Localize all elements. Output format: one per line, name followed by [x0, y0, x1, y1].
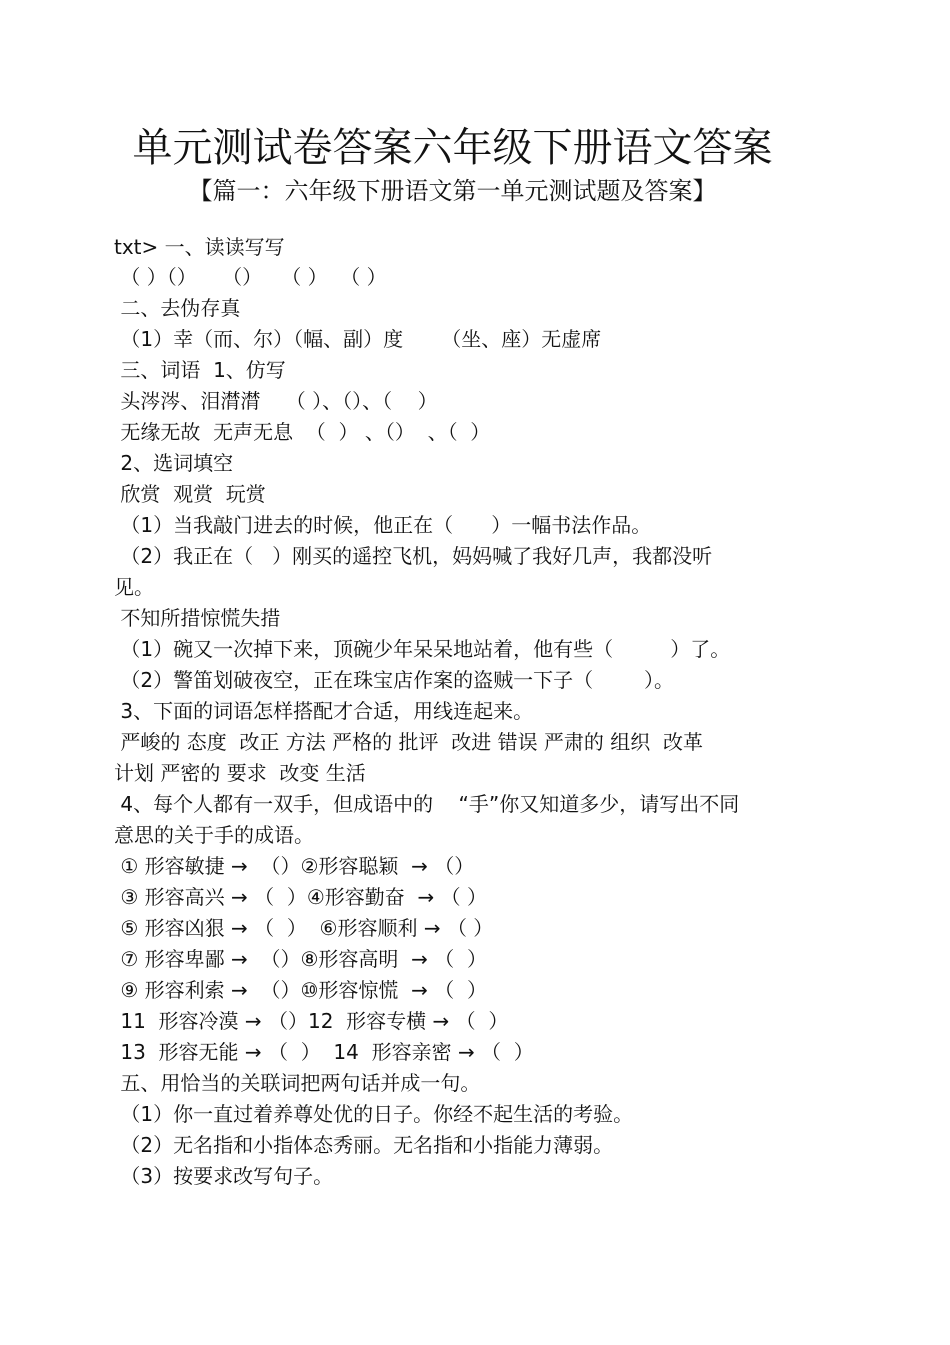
document-title: 单元测试卷答案六年级下册语文答案 [132, 125, 773, 171]
text-line: ③ 形容高兴 → （ ）④形容勤奋 → （ ） [114, 885, 487, 909]
text-line: 13 形容无能 → （ ） 14 形容亲密 → （ ） [114, 1040, 534, 1064]
text-line: 二、去伪存真 [114, 296, 241, 320]
text-line: （1）幸（而、尔）（幅、副）度 （坐、座）无虚席 [114, 327, 602, 351]
text-line: 无缘无故 无声无息 （ ） 、（） 、（ ） [114, 420, 491, 444]
text-line: 2、选词填空 [114, 451, 234, 475]
text-line: （1）当我敲门进去的时候，他正在（ ）一幅书法作品。 [114, 513, 652, 537]
text-line: （3）按要求改写句子。 [114, 1164, 334, 1188]
text-line: （2）无名指和小指体态秀丽。无名指和小指能力薄弱。 [114, 1133, 614, 1157]
text-line: ⑤ 形容凶狠 → （ ） ⑥形容顺利 → （ ） [114, 916, 494, 940]
text-line: ⑦ 形容卑鄙 → （）⑧形容高明 → （ ） [114, 947, 487, 971]
text-line: （2）我正在（ ）刚买的遥控飞机，妈妈喊了我好几声，我都没听 [114, 544, 713, 568]
text-line: 意思的关于手的成语。 [114, 823, 314, 847]
text-line: （1）碗又一次掉下来，顶碗少年呆呆地站着，他有些（ ）了。 [114, 637, 731, 661]
text-line: 11 形容冷漠 → （）12 形容专横 → （ ） [114, 1009, 509, 1033]
text-line: （1）你一直过着养尊处优的日子。你经不起生活的考验。 [114, 1102, 634, 1126]
text-line: ① 形容敏捷 → （）②形容聪颖 → （） [114, 854, 475, 878]
document-subtitle: 【篇一：六年级下册语文第一单元测试题及答案】 [188, 177, 717, 205]
text-line: 严峻的 态度 改正 方法 严格的 批评 改进 错误 严肃的 组织 改革 [114, 730, 704, 754]
text-line: 五、用恰当的关联词把两句话并成一句。 [114, 1071, 481, 1095]
text-line: 见。 [114, 575, 154, 599]
text-line: 头涔涔、泪潸潸 （ ）、（）、（ ） [114, 389, 438, 413]
text-line: （ ）（） （） （ ） （ ） [114, 265, 387, 289]
text-line: 不知所措惊慌失措 [114, 606, 281, 630]
text-line: （2）警笛划破夜空，正在珠宝店作案的盗贼一下子（ ）。 [114, 668, 674, 692]
text-line: 三、词语 1、仿写 [114, 358, 286, 382]
text-line: 欣赏 观赏 玩赏 [114, 482, 266, 506]
text-line: 4、每个人都有一双手，但成语中的 “手”你又知道多少，请写出不同 [114, 792, 740, 816]
text-line: ⑨ 形容利索 → （）⑩形容惊慌 → （ ） [114, 978, 487, 1002]
text-line: 计划 严密的 要求 改变 生活 [114, 761, 366, 785]
text-line: txt> 一、读读写写 [114, 235, 285, 259]
text-line: 3、下面的词语怎样搭配才合适，用线连起来。 [114, 699, 534, 723]
